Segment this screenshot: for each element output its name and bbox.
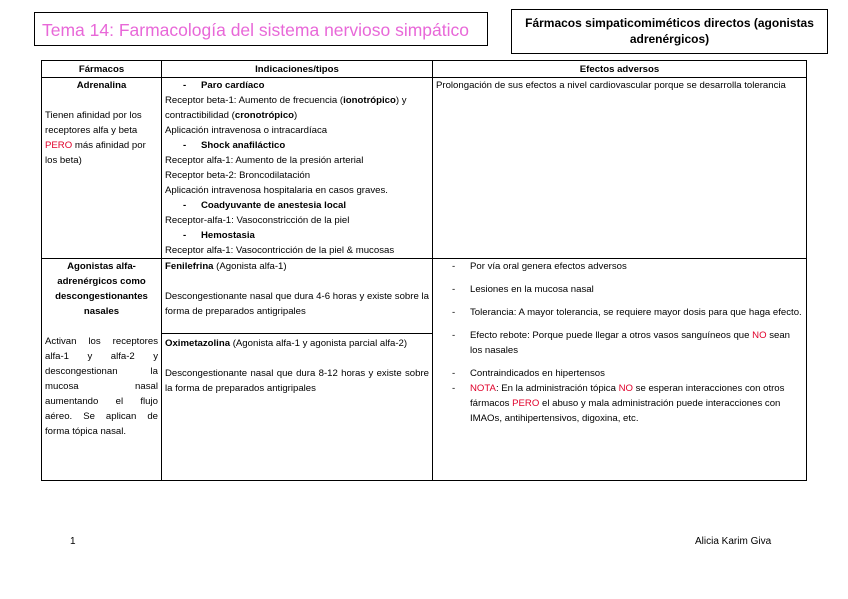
indications-cell-agonistas [162, 259, 433, 481]
indication-line: Aplicación intravenosa o intracardíaca [165, 125, 328, 136]
list-item: - Efecto rebote: Porque puede llegar a otros vasos sanguíneos que NO sean los nasales [452, 330, 791, 356]
effects-cell-adrenalina [433, 78, 807, 259]
drug-description: Tienen afinidad por los receptores alfa y beta PERO más afinidad por los beta) [45, 110, 146, 166]
fenilefrina-desc: Descongestionante nasal que dura 4-6 horas y existe sobre la forma de preparados antigripales [165, 291, 429, 317]
page-number: 1 [70, 536, 76, 547]
list-item: - Contraindicados en hipertensos [452, 368, 605, 379]
table-row-adrenalina [42, 78, 807, 259]
list-item: - NOTA: En la administración tópica NO se esperan interacciones con otros fármacos PERO el abuso y mala administración puede interacciones con IMAOs, antihipertensivos, digoxina, etc. [452, 383, 785, 424]
indication-line: Receptor alfa-1: Aumento de la presión arterial [165, 155, 364, 166]
indication-heading: - Shock anafiláctico [183, 140, 286, 151]
indication-line: Receptor beta-2: Broncodilatación [165, 170, 311, 181]
indication-line: Receptor alfa-1: Vasocontricción de la piel & mucosas [165, 245, 395, 256]
effects-text: Prolongación de sus efectos a nivel cardiovascular porque se desarrolla tolerancia [436, 80, 786, 91]
list-item: - Tolerancia: A mayor tolerancia, se requiere mayor dosis para que haga efecto. [452, 307, 802, 318]
list-item: - Lesiones en la mucosa nasal [452, 284, 594, 295]
oximetazolina-title: Oximetazolina (Agonista alfa-1 y agonista parcial alfa-2) [165, 338, 408, 349]
indication-heading: - Coadyuvante de anestesia local [183, 200, 347, 211]
header-efectos: Efectos adversos [433, 61, 807, 78]
indication-line: Receptor-alfa-1: Vasoconstricción de la piel [165, 215, 350, 226]
title-box [34, 12, 488, 46]
drug-name: Adrenalina [76, 80, 127, 91]
header-farmacos: Fármacos [42, 61, 162, 78]
list-item: - Por vía oral genera efectos adversos [452, 261, 627, 272]
indications-cell-adrenalina [162, 78, 433, 259]
page-title: Tema 14: Farmacología del sistema nervioso simpático [42, 20, 469, 40]
table-header-row [42, 61, 807, 78]
subtitle-box [511, 9, 828, 54]
drug-description: Activan los receptores alfa-1 y alfa-2 y descongestionan la mucosa nasal aumentando el flujo aéreo. Se aplican de forma tópica nasal. [45, 336, 158, 437]
fenilefrina-title: Fenilefrina (Agonista alfa-1) [165, 261, 287, 272]
effects-list [436, 259, 803, 426]
indication-heading: - Paro cardíaco [183, 80, 265, 91]
page-subtitle: Fármacos simpaticomiméticos directos (agonistas adrenérgicos) [525, 16, 814, 46]
effects-cell-agonistas [433, 259, 807, 481]
oximetazolina-block [162, 333, 432, 396]
indication-line: Aplicación intravenosa hospitalaria en casos graves. [165, 185, 388, 196]
indication-heading: - Hemostasia [183, 230, 255, 241]
header-indicaciones: Indicaciones/tipos [162, 61, 433, 78]
table-row-agonistas [42, 259, 807, 481]
author-name: Alicia Karim Giva [695, 536, 772, 547]
drug-cell-agonistas [42, 259, 162, 481]
drug-name: Agonistas alfa-adrenérgicos como descongestionantes nasales [55, 261, 148, 317]
drug-cell-adrenalina [42, 78, 162, 259]
indication-line: Receptor beta-1: Aumento de frecuencia (ionotrópico) y contractibilidad (cronotrópico) [165, 95, 407, 121]
drug-table [41, 60, 807, 481]
oximetazolina-desc: Descongestionante nasal que dura 8-12 horas y existe sobre la forma de preparados antigripales [165, 368, 429, 394]
